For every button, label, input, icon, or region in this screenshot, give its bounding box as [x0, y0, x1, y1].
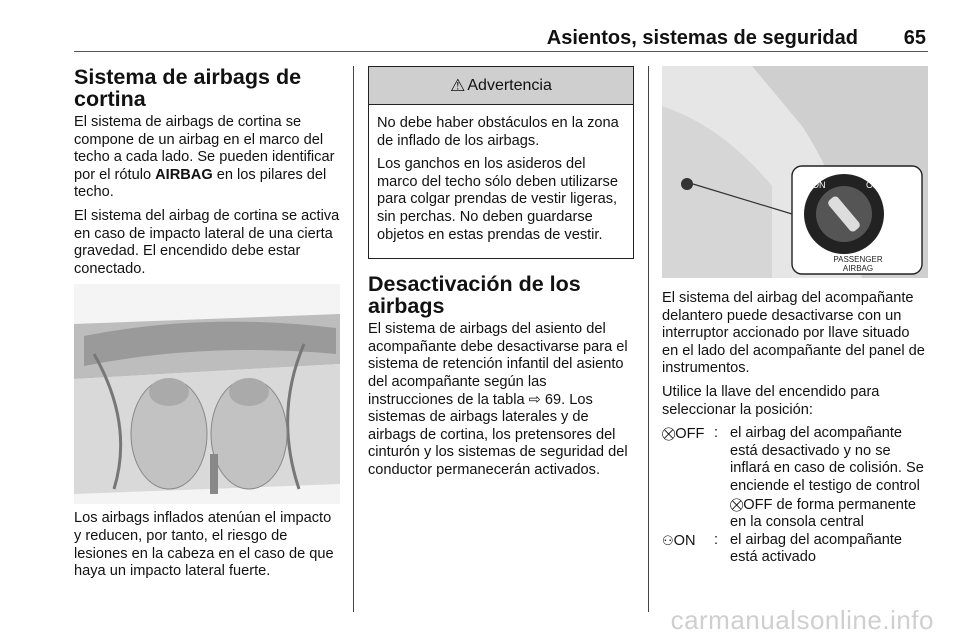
- heading-curtain-airbags: Sistema de airbags de cortina: [74, 65, 302, 111]
- warning-header: [369, 67, 633, 105]
- switch-on-label: ON: [812, 180, 826, 190]
- warning-title: Advertencia: [467, 76, 552, 94]
- switch-off-label: OFF: [866, 180, 884, 190]
- column-rule: [648, 66, 649, 612]
- running-header: [74, 24, 928, 52]
- airbag-switch-illustration: [662, 66, 928, 278]
- column-curtain-airbags: [74, 66, 340, 587]
- position-off: ⛒OFF : el airbag del acompañante está desactivado y no se inflará en caso de colisión. Se enciende el testigo de control ⛒OFF de forma permanente en la consola central: [662, 425, 924, 531]
- paragraph: Utilice la llave del encendido para seleccionar la posición:: [662, 383, 880, 418]
- warning-paragraph: No debe haber obstáculos en la zona de inflado de los airbags.: [377, 115, 619, 149]
- airbag-label: AIRBAG: [155, 166, 213, 183]
- column-switch: [662, 66, 928, 567]
- passenger-airbag-on-icon: ⚇: [662, 532, 674, 548]
- warning-triangle-icon: ⚠: [450, 75, 466, 95]
- switch-caption-line2: AIRBAG: [842, 264, 874, 273]
- door-and-switch-illustration: [662, 66, 928, 278]
- warning-body: [369, 105, 633, 258]
- paragraph: El sistema de airbags del asiento del acompañante debe desactivarse para el sistema de retención infantil del asiento del acompañante según las instrucciones de la tabla ⇨ 69. Los sistemas de airbags laterales y de airbags de cortina, los pretensores del cinturón y los sistemas de seguridad del conductor permanecerán activados.: [368, 321, 628, 478]
- column-deactivation: [368, 66, 634, 486]
- curtain-airbag-illustration: [74, 284, 340, 504]
- paragraph: Los airbags inflados atenúan el impacto y reducen, por tanto, el riesgo de lesiones en la cabeza en el caso de que haya un impacto lateral fuerte.: [74, 510, 334, 580]
- position-on: ⚇ON : el airbag del acompañante está activado: [662, 531, 903, 566]
- paragraph: El sistema del airbag de cortina se activa en caso de impacto lateral de una cierta gravedad. El encendido debe estar conectado.: [74, 207, 340, 277]
- position-list: [662, 425, 928, 567]
- heading-deactivation: Desactivación de los airbags: [368, 272, 581, 319]
- column-rule: [353, 66, 354, 612]
- switch-caption-line1: PASSENGER: [833, 255, 883, 264]
- passenger-airbag-off-icon: ⛒: [662, 426, 676, 442]
- paragraph: El sistema de airbags de cortina se compone de un airbag en el marco del techo a cada lado. Se pueden identificar por el rótulo AIRBAG en los pilares del techo.: [74, 114, 335, 201]
- paragraph: El sistema del airbag del acompañante delantero puede desactivarse con un interruptor accionado por llave situado en el lado del acompañante del panel de instrumentos.: [662, 290, 925, 377]
- car-interior-illustration: [74, 284, 340, 504]
- passenger-airbag-off-icon: ⛒: [730, 496, 744, 512]
- page-number: 65: [903, 27, 926, 49]
- header-title: Asientos, sistemas de seguridad: [546, 27, 858, 49]
- warning-paragraph: Los ganchos en los asideros del marco del techo sólo deben utilizarse para colgar prendas de vestir ligeras, sin perchas. No deben guardarse objetos en estas prendas de vestir.: [377, 156, 618, 243]
- watermark: carmanualsonline.info: [670, 605, 934, 635]
- warning-box: [368, 66, 634, 259]
- switch-location-marker: [681, 178, 693, 190]
